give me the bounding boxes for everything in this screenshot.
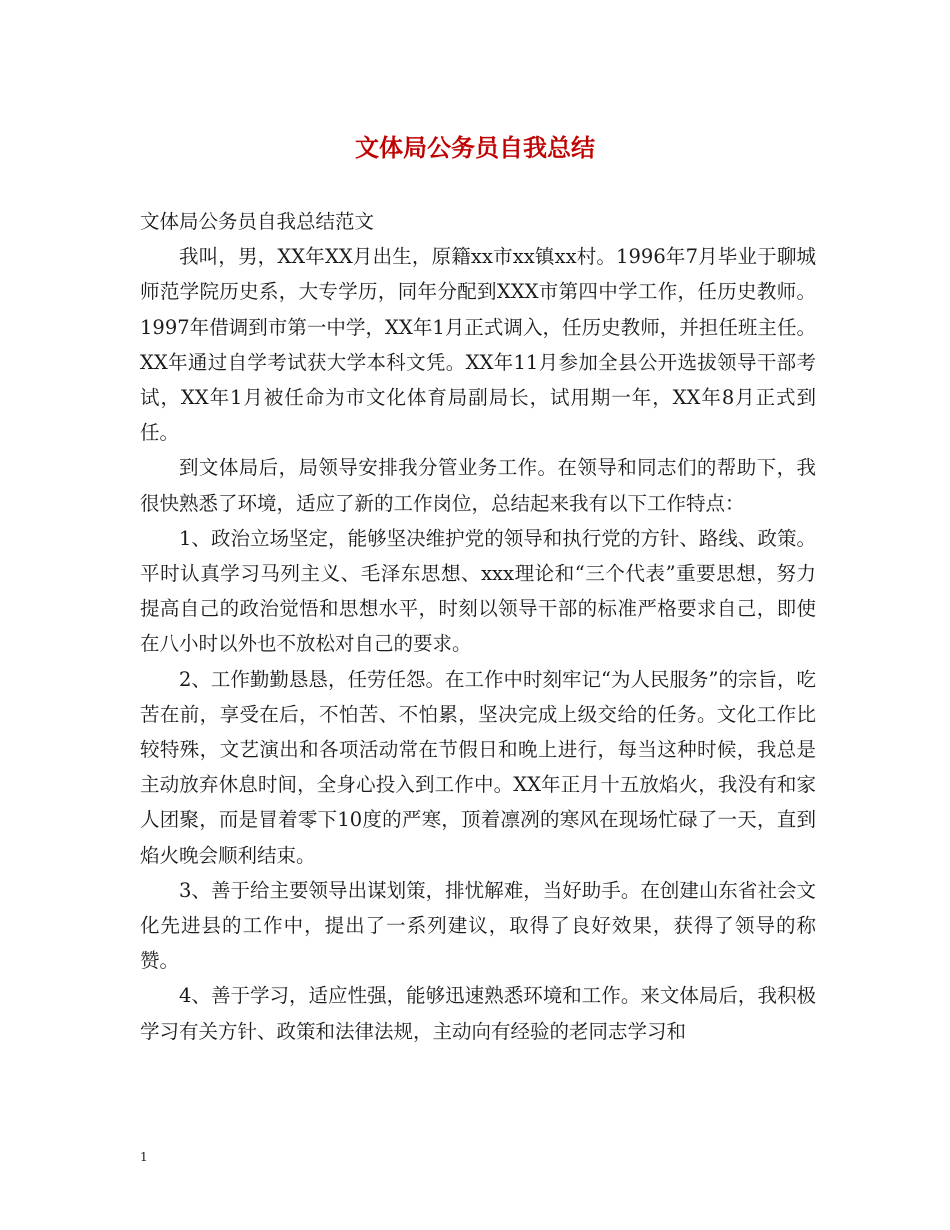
paragraph-arrival: 到文体局后，局领导安排我分管业务工作。在领导和同志们的帮助下，我很快熟悉了环境，适应了新的工作岗位，总结起来我有以下工作特点： bbox=[140, 456, 816, 515]
paragraph-intro: 我叫，男，XX年XX月出生，原籍xx市xx镇xx村。1996年7月毕业于聊城师范学院历史系，大专学历，同年分配到XXX市第四中学工作，任历史教师。1997年借调到市第一中学，XX年1月正式调入，任历史教师，并担任班主任。XX年通过自学考试获大学本科文凭。XX年11月参加全县公开选拔领导干部考试，XX年1月被任命为市文化体育局副局长，试用期一年，XX年8月正式到任。 bbox=[140, 245, 816, 445]
paragraph-point-1: 1、政治立场坚定，能够坚决维护党的领导和执行党的方针、路线、政策。平时认真学习马列主义、毛泽东思想、xxx理论和“三个代表”重要思想，努力提高自己的政治觉悟和思想水平，时刻以领导干部的标准严格要求自己，即使在八小时以外也不放松对自己的要求。 bbox=[140, 526, 816, 656]
page-number: 1 bbox=[140, 1150, 148, 1164]
paragraph-point-2: 2、工作勤勤恳恳，任劳任怨。在工作中时刻牢记“为人民服务”的宗旨，吃苦在前，享受在后，不怕苦、不怕累，坚决完成上级交给的任务。文化工作比较特殊，文艺演出和各项活动常在节假日和晚上进行，每当这种时候，我总是主动放弃休息时间，全身心投入到工作中。XX年正月十五放焰火，我没有和家人团聚，而是冒着零下10度的严寒，顶着凛冽的寒风在现场忙碌了一天，直到焰火晚会顺利结束。 bbox=[140, 667, 816, 867]
document-title: 文体局公务员自我总结 bbox=[355, 133, 595, 162]
document-body bbox=[140, 204, 816, 1049]
paragraph-point-3: 3、善于给主要领导出谋划策，排忧解难，当好助手。在创建山东省社会文化先进县的工作中，提出了一系列建议，取得了良好效果，获得了领导的称赞。 bbox=[140, 878, 816, 973]
document-subtitle: 文体局公务员自我总结范文 bbox=[140, 210, 375, 233]
paragraph-point-4: 4、善于学习，适应性强，能够迅速熟悉环境和工作。来文体局后，我积极学习有关方针、政策和法律法规，主动向有经验的老同志学习和 bbox=[140, 984, 816, 1043]
